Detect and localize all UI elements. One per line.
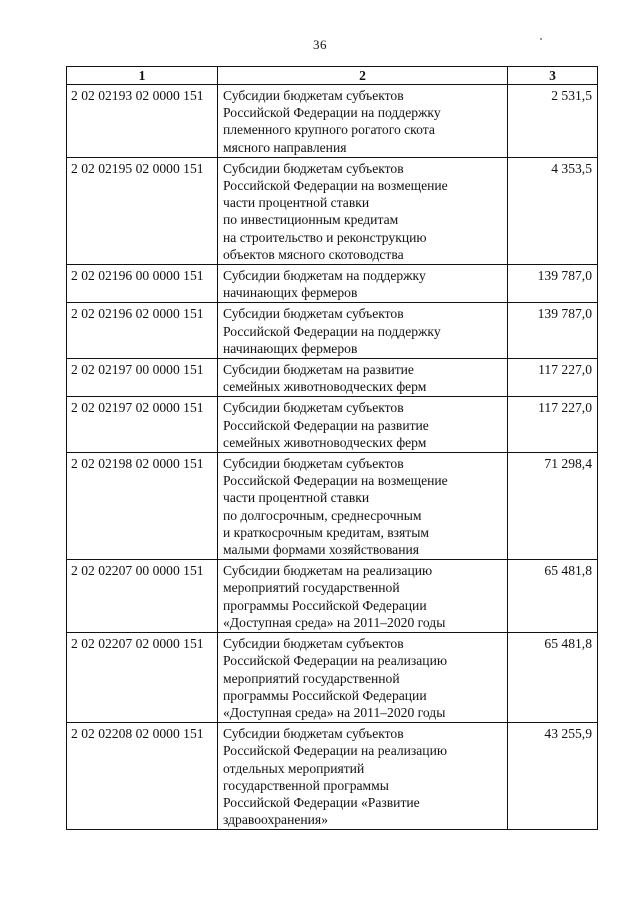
description-cell: Субсидии бюджетам на развитие семейных животноводческих ферм [218,359,508,397]
amount-cell: 117 227,0 [508,359,598,397]
description-cell: Субсидии бюджетам субъектов Российской Федерации на возмещение части процентной ставки по долгосрочным, среднесрочным и краткосрочным кредитам, взятым малыми формами хозяйствования [218,453,508,560]
column-header-name: 2 [218,67,508,85]
amount-cell: 43 255,9 [508,723,598,830]
amount-cell: 139 787,0 [508,303,598,359]
column-header-code: 1 [67,67,218,85]
budget-code-cell: 2 02 02193 02 0000 151 [67,85,218,158]
table-row [67,265,598,303]
table-row [67,560,598,633]
budget-code-cell: 2 02 02195 02 0000 151 [67,157,218,264]
budget-code-cell: 2 02 02197 00 0000 151 [67,359,218,397]
amount-cell: 117 227,0 [508,397,598,453]
budget-code-cell: 2 02 02208 02 0000 151 [67,723,218,830]
table-row [67,453,598,560]
budget-code-cell: 2 02 02196 02 0000 151 [67,303,218,359]
budget-code-cell: 2 02 02207 02 0000 151 [67,633,218,723]
budget-code-cell: 2 02 02207 00 0000 151 [67,560,218,633]
table-row [67,633,598,723]
amount-cell: 139 787,0 [508,265,598,303]
page-number: 36 [313,37,327,52]
amount-cell: 2 531,5 [508,85,598,158]
description-cell: Субсидии бюджетам субъектов Российской Федерации на возмещение части процентной ставки по инвестиционным кредитам на строительство и реконструкцию объектов мясного скотоводства [218,157,508,264]
amount-cell: 71 298,4 [508,453,598,560]
table-row [67,359,598,397]
description-cell: Субсидии бюджетам на реализацию мероприятий государственной программы Российской Федерации «Доступная среда» на 2011–2020 годы [218,560,508,633]
budget-code-cell: 2 02 02196 00 0000 151 [67,265,218,303]
budget-code-cell: 2 02 02198 02 0000 151 [67,453,218,560]
column-header-amount: 3 [508,67,598,85]
table-row [67,303,598,359]
description-cell: Субсидии бюджетам субъектов Российской Федерации на поддержку племенного крупного рогатого скота мясного направления [218,85,508,158]
table-row [67,85,598,158]
description-cell: Субсидии бюджетам субъектов Российской Федерации на реализацию отдельных мероприятий государственной программы Российской Федерации «Развитие здравоохранения» [218,723,508,830]
amount-cell: 65 481,8 [508,633,598,723]
table-row [67,397,598,453]
description-cell: Субсидии бюджетам субъектов Российской Федерации на развитие семейных животноводческих ферм [218,397,508,453]
scan-speck [540,38,542,40]
table-row [67,723,598,830]
table-row [67,157,598,264]
amount-cell: 4 353,5 [508,157,598,264]
amount-cell: 65 481,8 [508,560,598,633]
budget-table [66,66,598,830]
table-body [67,85,598,830]
description-cell: Субсидии бюджетам субъектов Российской Федерации на поддержку начинающих фермеров [218,303,508,359]
table-header-row [67,67,598,85]
description-cell: Субсидии бюджетам на поддержку начинающих фермеров [218,265,508,303]
budget-code-cell: 2 02 02197 02 0000 151 [67,397,218,453]
description-cell: Субсидии бюджетам субъектов Российской Федерации на реализацию мероприятий государственной программы Российской Федерации «Доступная среда» на 2011–2020 годы [218,633,508,723]
